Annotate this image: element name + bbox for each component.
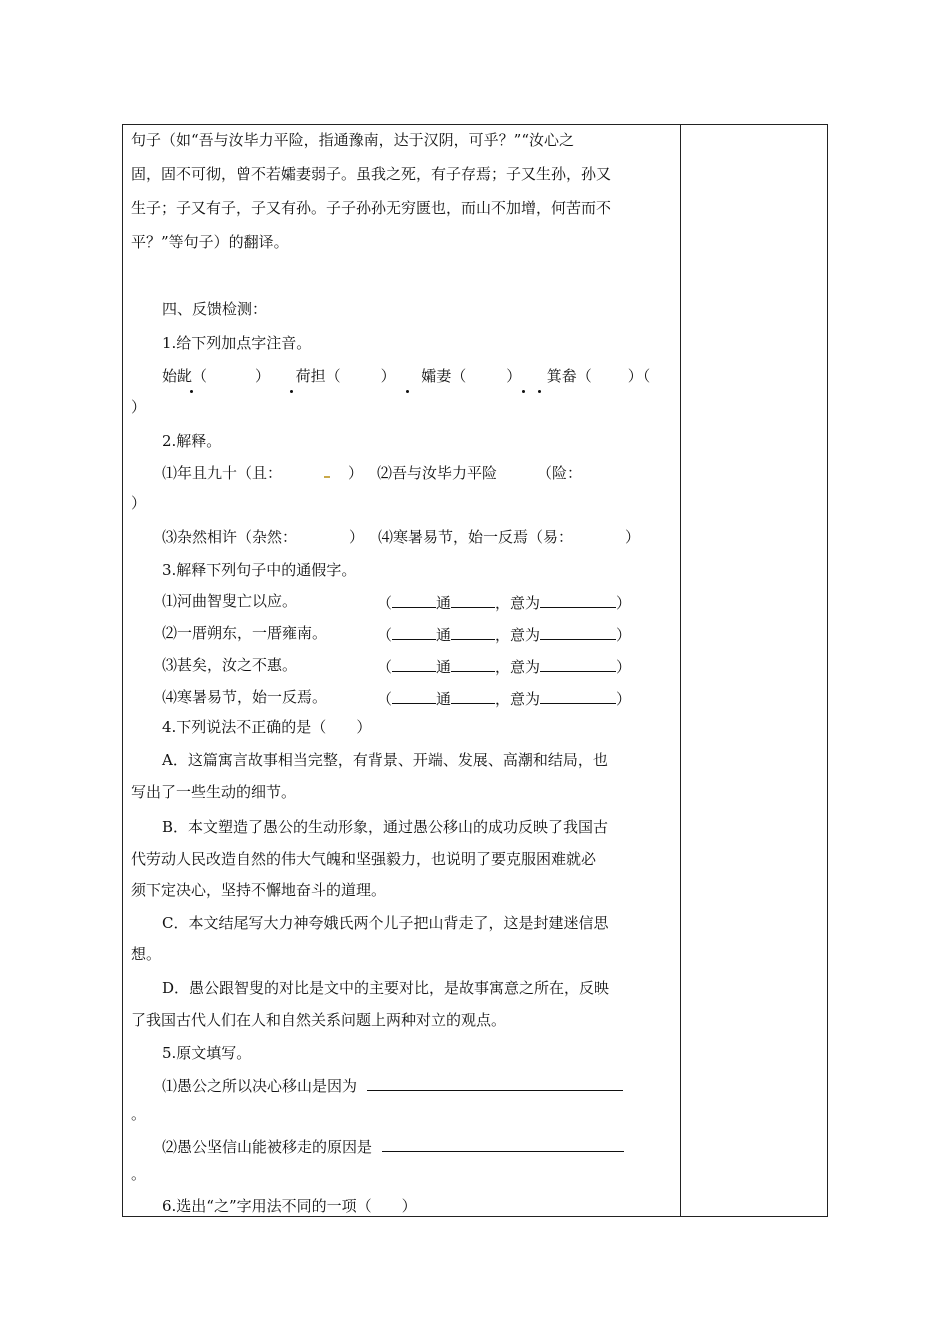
q2-item-3: ⑶杂然相许（杂然： — [162, 528, 298, 546]
blank-line — [540, 623, 616, 640]
blank-line — [451, 655, 495, 672]
q4-option-b-line-1: B．本文塑造了愚公的生动形象，通过愚公移山的成功反映了我国古 — [162, 818, 609, 836]
q3-blank-row — [377, 655, 631, 677]
answer-line — [382, 1135, 624, 1152]
q1-item-4: 箕畚（ — [546, 367, 592, 385]
q4-option-a-line-1: A．这篇寓言故事相当完整，有背景、开端、发展、高潮和结局，也 — [162, 751, 608, 769]
emphasis-dot — [190, 390, 193, 393]
paren: （ — [377, 690, 393, 708]
emphasis-dot — [538, 390, 541, 393]
blank-line — [392, 655, 436, 672]
q5-title: 5.原文填写。 — [162, 1044, 252, 1062]
blank-line — [392, 591, 436, 608]
q4-option-b-line-2: 代劳动人民改造自然的伟大气魄和坚强毅力，也说明了要克服困难就必 — [131, 850, 597, 868]
section-heading: 四、反馈检测： — [162, 300, 268, 318]
q1-paren: ）（ — [627, 367, 651, 385]
emphasis-dot — [406, 390, 409, 393]
q3-blank-row — [377, 591, 631, 613]
q5-item-2-text: ⑵愚公坚信山能被移走的原因是 — [162, 1138, 373, 1156]
q4-option-d-line-2: 了我国古代人们在人和自然关系问题上两种对立的观点。 — [131, 1011, 507, 1029]
q4-option-b-line-3: 须下定决心，坚持不懈地奋斗的道理。 — [131, 881, 387, 899]
q3-row — [162, 591, 297, 611]
q1-title: 1.给下列加点字注音。 — [162, 334, 312, 352]
q1-paren: ） — [506, 367, 522, 385]
paren: （ — [377, 626, 393, 644]
q2-paren: ） — [348, 464, 364, 482]
q4-option-a-line-2: 写出了一些生动的细节。 — [131, 783, 297, 801]
tong-label: 通 — [436, 658, 452, 676]
blank-line — [540, 655, 616, 672]
q4-option-c-line-1: C．本文结尾写大力神夸娥氏两个儿子把山背走了，这是封建迷信思 — [162, 914, 609, 932]
q6-title: 6.选出“之”字用法不同的一项（ ） — [162, 1197, 417, 1215]
blank-line — [540, 687, 616, 704]
q2-item-1: ⑴年且九十（且： — [162, 464, 283, 482]
q3-sentence: ⑷寒暑易节，始一反焉。 — [162, 688, 328, 706]
q3-row — [162, 687, 327, 707]
q2-paren: ） — [349, 528, 365, 546]
q4-option-d-line-1: D．愚公跟智叟的对比是文中的主要对比，是故事寓意之所在，反映 — [162, 979, 610, 997]
q1-paren: ） — [380, 367, 396, 385]
paren: ） — [616, 658, 632, 676]
yiwei-label: ，意为 — [495, 690, 541, 708]
q1-tail: ） — [131, 398, 147, 416]
paren: ） — [616, 626, 632, 644]
blank-line — [451, 623, 495, 640]
q3-row — [162, 655, 297, 675]
blank-line — [451, 687, 495, 704]
q5-item-1 — [162, 1074, 623, 1096]
answer-line — [367, 1074, 623, 1091]
q2-line-1 — [162, 463, 582, 483]
q3-title: 3.解释下列句子中的通假字。 — [162, 561, 357, 579]
yiwei-label: ，意为 — [495, 626, 541, 644]
column-divider — [680, 124, 681, 1217]
q4-option-c-line-2: 想。 — [131, 945, 162, 963]
blank-line — [392, 623, 436, 640]
paren: ） — [616, 594, 632, 612]
paren: （ — [377, 594, 393, 612]
q4-title: 4.下列说法不正确的是（ ） — [162, 718, 372, 736]
q5-item-2-end: 。 — [131, 1165, 147, 1183]
yiwei-label: ，意为 — [495, 658, 541, 676]
emphasis-dot — [522, 390, 525, 393]
q2-line-2 — [162, 527, 640, 547]
q1-item-2: 荷担（ — [295, 367, 341, 385]
q1-items — [162, 366, 650, 386]
paren: ） — [616, 690, 632, 708]
tong-label: 通 — [436, 626, 452, 644]
q3-sentence: ⑶甚矣，汝之不惠。 — [162, 656, 298, 674]
q1-paren: ） — [255, 367, 271, 385]
q2-item-4: ⑷寒暑易节，始一反焉（易： — [378, 528, 574, 546]
intro-line-1: 句子（如“吾与汝毕力平险，指通豫南，达于汉阴，可乎？”“汝心之 — [131, 131, 575, 149]
tong-label: 通 — [436, 594, 452, 612]
q2-line-1-tail: ） — [131, 494, 147, 512]
q2-item-2-gloss: （险： — [537, 464, 583, 482]
yiwei-label: ，意为 — [495, 594, 541, 612]
intro-line-2: 固，固不可彻，曾不若孀妻弱子。虽我之死，有子存焉；子又生孙，孙又 — [131, 165, 612, 183]
q5-item-1-text: ⑴愚公之所以决心移山是因为 — [162, 1077, 358, 1095]
tong-label: 通 — [436, 690, 452, 708]
intro-line-4: 平？”等句子）的翻译。 — [131, 233, 289, 251]
q3-sentence: ⑵一厝朔东，一厝雍南。 — [162, 624, 328, 642]
q3-row — [162, 623, 327, 643]
blank-line — [540, 591, 616, 608]
q1-item-1: 始龀（ — [162, 367, 208, 385]
q5-item-2 — [162, 1135, 624, 1157]
blank-line — [451, 591, 495, 608]
q3-blank-row — [377, 687, 631, 709]
q3-sentence: ⑴河曲智叟亡以应。 — [162, 592, 298, 610]
paren: （ — [377, 658, 393, 676]
intro-line-3: 生子；子又有子，子又有孙。子子孙孙无穷匮也，而山不加增，何苦而不 — [131, 199, 612, 217]
margin-mark — [324, 476, 330, 478]
q3-blank-row — [377, 623, 631, 645]
q1-item-3: 孀妻（ — [421, 367, 467, 385]
emphasis-dot — [290, 390, 293, 393]
q2-item-2: ⑵吾与汝毕力平险 — [377, 464, 498, 482]
q5-item-1-end: 。 — [131, 1105, 147, 1123]
q2-title: 2.解释。 — [162, 432, 222, 450]
blank-line — [392, 687, 436, 704]
q2-paren: ） — [625, 528, 641, 546]
